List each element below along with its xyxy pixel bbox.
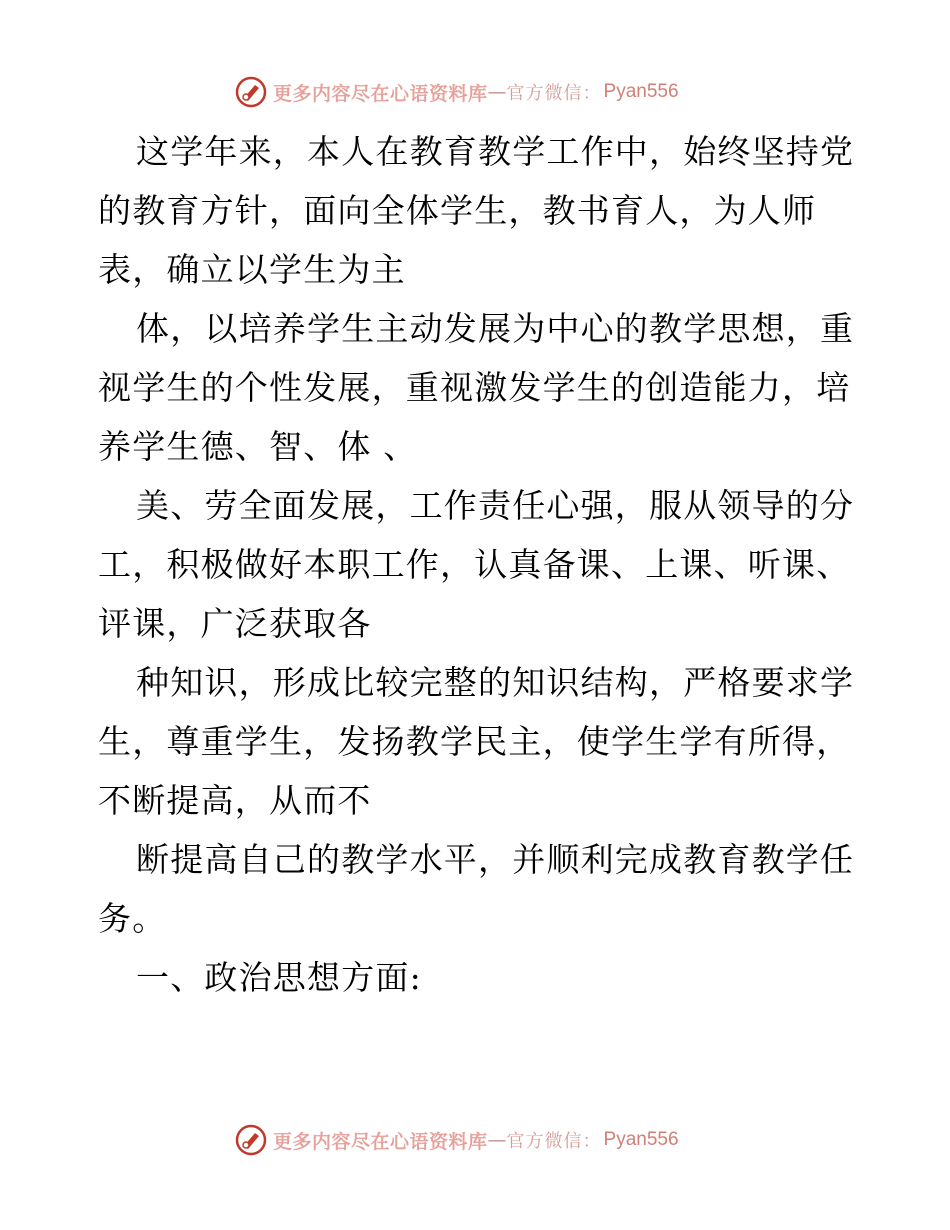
watermark-label: 官方微信： xyxy=(506,83,602,104)
body-line: 种知识，形成比较完整的知识结构，严格要求学 xyxy=(136,663,855,702)
document-body xyxy=(98,122,858,1007)
body-line: 美、劳全面发展，工作责任心强，服从领导的分 xyxy=(136,486,855,525)
body-line: 视学生的个性发展，重视激发学生的创造能力，培 xyxy=(98,368,851,407)
body-line: 的教育方针，面向全体学生，教书育人，为人师 xyxy=(98,191,817,230)
body-line: 生，尊重学生，发扬教学民主，使学生学有所得， xyxy=(98,722,851,761)
page-header-watermark xyxy=(0,72,950,112)
body-line: 这学年来，本人在教育教学工作中，始终坚持党 xyxy=(136,132,855,171)
red-circle-logo-icon xyxy=(235,76,267,108)
section-heading: 一、政治思想方面: xyxy=(136,958,422,997)
body-line: 不断提高，从而不 xyxy=(98,781,372,820)
watermark-wechat-id: Pyan556 xyxy=(603,1129,679,1150)
watermark-text: 更多内容尽在心语资料库 xyxy=(273,1130,488,1153)
body-line: 养学生德、智、体 、 xyxy=(98,427,418,466)
red-circle-logo-icon xyxy=(235,1124,267,1156)
watermark-wechat-id: Pyan556 xyxy=(603,81,679,102)
body-line: 体，以培养学生主动发展为中心的教学思想，重 xyxy=(136,309,855,348)
body-line: 工，积极做好本职工作，认真备课、上课、听课、 xyxy=(98,545,851,584)
body-line: 断提高自己的教学水平，并顺利完成教育教学任 xyxy=(136,840,855,879)
watermark-label: 官方微信： xyxy=(506,1131,602,1152)
body-line: 表，确立以学生为主 xyxy=(98,250,406,289)
body-line: 务。 xyxy=(98,899,167,938)
watermark-dash: — xyxy=(487,1129,507,1151)
page-footer-watermark xyxy=(0,1120,950,1160)
watermark xyxy=(235,1120,679,1160)
watermark-text: 更多内容尽在心语资料库 xyxy=(273,82,488,105)
watermark xyxy=(235,72,679,112)
watermark-dash: — xyxy=(487,81,507,103)
body-line: 评课，广泛获取各 xyxy=(98,604,372,643)
